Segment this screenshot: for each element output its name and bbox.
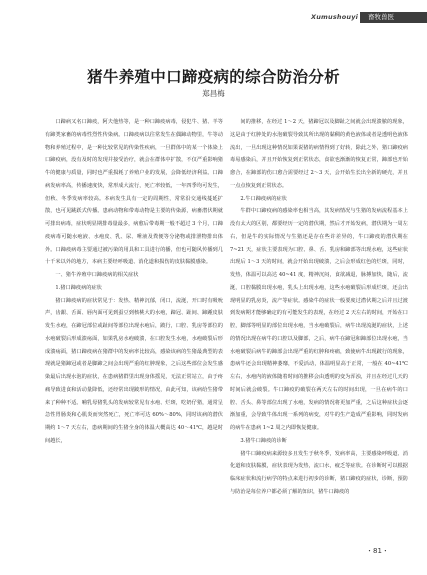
article-author: 郑昌梅: [202, 89, 225, 98]
section-heading-symptoms: 一、猪牛养殖中口蹄疫病的相关症状: [55, 272, 139, 278]
intro-paragraph: 口蹄病又名口蹄疫，阿夫他热等，是一种口蹄疫病毒，侵犯牛、猪、羊等有蹄类家畜的病毒性烈性传染病。口蹄疫病以往常发生在偶蹄动物里，牛等动物和养殖过程中，是一种比较常见的传染性疾病，一旦群体中的某一个体染上口蹄疫病，没有及时的发现并接受治疗，就会在群体中扩散，不仅严重影响猪牛的健康与质量，同时也严重损耗了养殖户业的发展，会降低经济利益。口蹄病发病率高，传播速度快，常形成大流行，死亡率较低，一年四季均可发生，但秋、冬季发病率较高。本病发生具有一定的周期性，常常沿交通线蔓延扩散，也可见跳跃式传播。患病动物和带毒动物是主要的传染源，病畜潜伏期就可排出病毒，症状明显期排毒量最多，病愈后带毒期一般不超过 3 个月，口蹄疫病毒可随水疱液、水疱皮、乳、尿、唾液及粪便等分泌物或排泄物排出体外。口蹄疫病毒主要通过被污染的用具和工具进行的播，但也可随风传播到几十千米以外的地方，本病主要经呼吸道、消化道和损伤的皮肤黏膜感染。: [45, 119, 223, 266]
pig-symptoms-paragraph: 猪口蹄疫病的症状常见于：发热、精神沉郁，闭口，流涎，开口时有吸吮声，齿龈、舌面、唇内面可见到蚕豆到核桃大的水疱，蹄冠、趾间、蹄踵皮肤发生水疱，在蹄冠部位或趾间等部位出现水疱后，跛行，口腔、乳房等部位的水疱破裂后形成溃疡面，如果乳房水疱破溃，在口腔发生水疱，水疱破裂后形成溃疡面，猪口蹄疫病在猪群中的发病率比较高，感染该病的生猪最典型的表现就是猪蹄冠或者是脚蹄之间会出现严重的红肿现象，之后这些部位会发生感染最后出现水泡的症状，在患病猪群里出现身体摇晃，无法正常站立，由于疼痛导致进食和活动量降低，还经常出现跛形的情况，由此可知，该病给生猪带来了种种不适。哺乳母猪乳头的发病较常见有水疱、烂斑，吃奶仔猪，通常呈急性胃肠炎和心肌炎而突然死亡，死亡率可达 60%～80%，同时该病的潜伏期约 1～7 天左右，患病期间的生猪全身的体温大概高达 40～41℃，越是时间越长，: [45, 297, 223, 444]
journal-section-label: Xumushouyi: [311, 13, 359, 21]
right-column: [230, 116, 408, 499]
subsection-heading-diagnosis: 3.猪牛口蹄疫的诊断: [240, 437, 287, 444]
diagnosis-paragraph: 猪牛口蹄疫病来源较多且发生于秋冬季，发病率高，主要感染呼吸道、消化道和皮肤黏膜，症状表现为发热，流口水，疲乏等症状。在诊断时可以根据临床症状和流行病学的特点来进行初步的诊断，猪口蹄疫的症状，诊断，预防与防治是每位养户都必须了解的知识，猪牛口蹄疫的: [230, 450, 408, 495]
article-title: 猪牛养殖中口蹄疫病的综合防治分析: [87, 68, 340, 86]
left-column: [45, 116, 223, 448]
subsection-heading-cattle: 2.牛口蹄疫病的症状: [240, 195, 287, 202]
page-number: ・81・: [366, 547, 389, 555]
subsection-heading-pig: 1.猪口蹄疫病的症状: [55, 284, 102, 291]
journal-section-badge: 畜牧兽医: [368, 13, 394, 21]
cattle-symptoms-paragraph: 牛群中口蹄疫病的感染率也相当高，其发病情况与生猪的发病流程基本上没有太大的区别，都要经历一定的潜伏期，然后才开始发病，潜伏期为一周左右，但是牛的实际情况与生猪还是存在些许差异的，牛口蹄疫的潜伏期在 7~21 天，症状主要表现为口腔、鼻、舌、乳房和蹄部等出现水疱，这些症状出现后 1～3 天的时间，就会开始出现破溃，之后会形成红色的烂斑，同时，发热，体温可以高达 40~41 度，精神沉闷，食欲减退，脉搏加快，随后，流涎，口腔黏膜出现水疱，乳头上出现水疱，这些水疱破裂后形成烂斑，还会出现明显的乳房炎，流产等症状。感染牛的症状一般要度过潜伏期之后并且过渡到发病期才能够确定的有可能发生的表现，在经过 2 天左右的时间，开始在口腔，脚部等明显的部位出现水疱，当水疱破裂后，病牛出现流涎的症状，上述的情况出现在病牛的口腔以及脚部，之后，病牛在蹄冠和蹄部位出现水疱，当水疱破裂后病牛的蹄部会出现严重的红肿和疼痛，致使病牛出现跛行的现象，患病牛还会出现精神萎靡，不爱活动，体温明显高于正常，一般在 40~41℃左右，水疱内的液体随着时间的推移会由透明的变为浑浊，并且在经过几天的时间后就会破裂。牛口蹄疫的破裂在两天左右的时间出现，一旦在病牛的口腔、舌头、鼻等部位出现了水疱，发病的情况将更加严重，之后这种症状会逐渐加重，会导致牛体出现一系列的病变，对牛的生产造成严重影响，同时发病的病牛在患病 1~2 周之内即恢复健康。: [230, 208, 408, 431]
pig-recovery-paragraph: 间的推移，在经过 1～2 天，猪蹄冠以及脚趾之间就会出现溃脓的现象，这是由于红肿处的水泡破裂导致其所出现的黏稠的黄色液体或者是透明色液体流出，一旦出现这种情况如果说猪的病情得到了好转，除此之外，猪口蹄疫病毒易感染后，并且开始恢复到正常状态，食欲也渐渐的恢复正常，蹄部也开始愈合，在蹄部的伤口愈合需要经过 2～3 天，会开始生长出全新的硬壳，并且一点点恢复到正常状态。: [230, 119, 408, 189]
